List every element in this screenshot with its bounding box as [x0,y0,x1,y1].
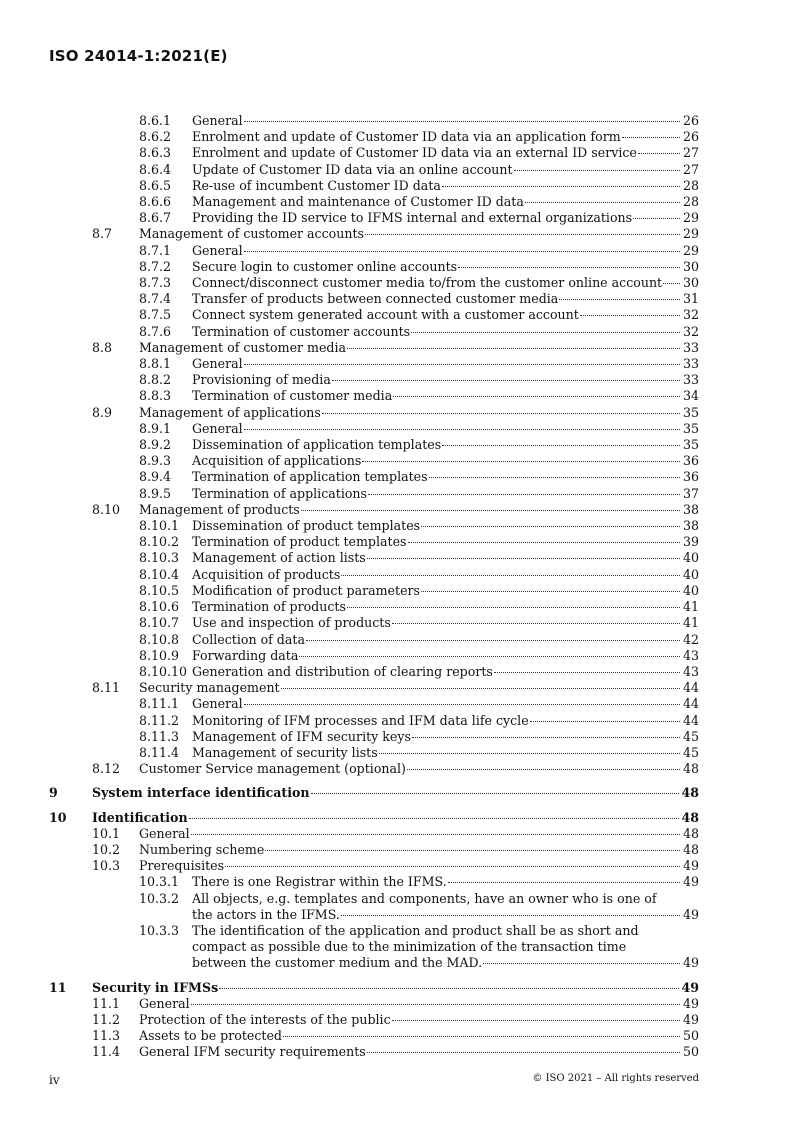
toc-entry-number: 8.10.2 [139,534,180,550]
toc-entry-page: 33 [682,339,699,355]
toc-entry[interactable] [49,388,699,404]
toc-entry-page: 48 [681,785,699,801]
dot-leader [580,315,680,316]
dot-leader [311,793,680,794]
dot-leader [494,672,680,673]
toc-entry-number: 8.7.4 [139,291,172,307]
toc-entry-page: 29 [682,242,699,258]
toc-entry-page: 41 [682,599,699,615]
dot-leader [225,866,680,867]
toc-entry[interactable] [49,502,699,518]
toc-entry-page: 40 [682,566,699,582]
toc-entry[interactable] [49,178,699,194]
toc-entry-title: Generation and distribution of clearing reports [192,663,493,679]
toc-entry[interactable] [49,307,699,323]
toc-entry-page: 40 [682,550,699,566]
toc-entry-page: 28 [682,194,699,210]
toc-entry-title: Management of IFM security keys [192,728,411,744]
toc-entry[interactable] [49,469,699,485]
toc-entry-page: 44 [682,696,699,712]
toc-entry-title: Update of Customer ID data via an online account [192,161,513,177]
dot-leader [281,688,680,689]
toc-entry-page: 26 [682,113,699,128]
dot-leader [514,170,680,171]
toc-entry[interactable] [49,324,699,340]
toc-entry-title: Assets to be protected [139,1028,282,1044]
toc-entry[interactable] [49,210,699,226]
toc-entry-title: Use and inspection of products [192,615,391,631]
toc-entry-title: Termination of product templates [192,534,407,550]
toc-entry-number: 10.3.1 [139,874,180,890]
toc-entry[interactable] [49,745,699,761]
toc-entry-page: 49 [682,955,699,971]
toc-entry-number: 8.12 [92,761,121,777]
toc-entry-page: 48 [682,841,699,857]
toc-entry-title: General [192,113,243,128]
toc-entry-page: 30 [682,275,699,291]
dot-leader [525,202,680,203]
toc-entry-page: 27 [682,161,699,177]
dot-leader [244,429,680,430]
toc-entry[interactable] [49,372,699,388]
toc-entry-page: 38 [682,518,699,534]
toc-entry-number: 10.3 [92,858,121,874]
toc-entry-number: 8.7.6 [139,323,172,339]
toc-entry-number: 11.2 [92,1011,121,1027]
toc-entry-title: General [192,420,243,436]
toc-entry[interactable] [49,243,699,259]
toc-entry[interactable] [49,761,699,777]
toc-entry-number: 10.3.2 [139,890,180,906]
toc-entry-page: 29 [682,226,699,242]
toc-entry-number: 8.10.9 [139,647,180,663]
dot-leader [219,988,679,989]
toc-entry-number: 8.11.4 [139,744,180,760]
dot-leader [458,267,680,268]
page-footer [49,1073,699,1087]
toc-entry-title: Protection of the interests of the public [139,1011,391,1027]
dot-leader [442,186,680,187]
toc-entry-number: 10.2 [92,841,121,857]
toc-entry-number: 8.11.1 [139,696,180,712]
dot-leader [421,591,680,592]
toc-entry-page: 26 [682,129,699,145]
toc-entry[interactable] [49,874,699,890]
toc-entry-page: 49 [682,906,699,922]
toc-entry-title: Acquisition of products [192,566,341,582]
toc-entry-page: 35 [682,437,699,453]
toc-entry-number: 11.1 [92,995,121,1011]
dot-leader [367,558,680,559]
toc-entry-page: 36 [682,453,699,469]
toc-entry-title: Acquisition of applications [192,453,362,469]
dot-leader [347,348,680,349]
toc-entry-title: General [139,825,190,841]
toc-entry[interactable] [49,923,699,972]
toc-entry-page: 50 [682,1028,699,1044]
dot-leader [622,137,680,138]
toc-entry[interactable] [49,599,699,615]
toc-entry-number: 8.8 [92,339,113,355]
toc-entry[interactable] [49,729,699,745]
toc-entry-page: 29 [682,210,699,226]
dot-leader [368,494,680,495]
toc-entry-title: Management of customer accounts [139,226,364,242]
toc-entry-page: 50 [682,1044,699,1060]
dot-leader [306,640,680,641]
toc-entry-number: 11 [49,979,67,995]
toc-entry-title: Forwarding data [192,647,299,663]
dot-leader [633,218,680,219]
toc-entry-number: 8.8.3 [139,388,172,404]
toc-entry-number: 8.6.4 [139,161,172,177]
dot-leader [392,1020,680,1021]
toc-entry-page: 40 [682,582,699,598]
toc-entry-page: 48 [682,825,699,841]
dot-leader [301,510,680,511]
dot-leader [367,1052,680,1053]
toc-entry-title: between the customer medium and the MAD. [192,955,483,971]
dot-leader [379,753,680,754]
toc-entry[interactable] [49,1044,699,1060]
toc-entry[interactable] [49,826,699,842]
toc-entry-page: 35 [682,420,699,436]
toc-entry[interactable] [49,980,699,996]
toc-entry-page: 49 [681,979,699,995]
dot-leader [341,915,680,916]
toc-entry-title: Collection of data [192,631,305,647]
toc-entry-title: Termination of products [192,599,346,615]
dot-leader [244,251,680,252]
toc-entry-page: 28 [682,177,699,193]
dot-leader [421,526,680,527]
toc-entry-number: 8.10.10 [139,663,188,679]
toc-entry-title: Security in IFMSs [92,979,219,995]
dot-leader [530,721,680,722]
toc-entry-page: 49 [682,1011,699,1027]
dot-leader [411,332,680,333]
section-gap [49,972,699,980]
toc-entry-number: 8.11.2 [139,712,180,728]
dot-leader [429,477,680,478]
toc-entry[interactable] [49,996,699,1012]
toc-entry-number: 8.9.1 [139,420,172,436]
toc-entry-page: 41 [682,615,699,631]
dot-leader [322,413,680,414]
toc-entry[interactable] [49,785,699,801]
toc-entry-page: 39 [682,534,699,550]
toc-entry-page: 44 [682,680,699,696]
toc-entry[interactable] [49,518,699,534]
toc-entry-page: 33 [682,372,699,388]
dot-leader [244,364,680,365]
toc-entry-title: All objects, e.g. templates and components, have an owner who is one of [192,890,657,906]
toc-entry-number: 8.8.1 [139,356,172,372]
toc-entry-title: General IFM security requirements [139,1044,366,1060]
toc-entry-number: 8.6.5 [139,177,172,193]
toc-entry-title: Termination of applications [192,485,368,501]
toc-entry-title: Provisioning of media [192,372,331,388]
dot-leader [448,882,680,883]
dot-leader [638,153,680,154]
toc-entry-number: 11.3 [92,1028,121,1044]
toc-entry-title: Re-use of incumbent Customer ID data [192,177,441,193]
toc-entry-title: Security management [139,680,280,696]
toc-entry-title: Providing the ID service to IFMS internal and external organizations [192,210,633,226]
toc-entry[interactable] [49,162,699,178]
toc-entry-page: 49 [682,995,699,1011]
toc-entry-title: Dissemination of application templates [192,437,442,453]
toc-entry-page: 35 [682,404,699,420]
toc-entry-page: 48 [682,761,699,777]
toc-entry[interactable] [49,615,699,631]
toc-entry-title: the actors in the IFMS. [192,906,340,922]
section-gap [49,802,699,810]
toc-entry[interactable] [49,405,699,421]
toc-entry[interactable] [49,550,699,566]
dot-leader [191,834,680,835]
toc-entry-number: 8.6.3 [139,145,172,161]
dot-leader [283,1036,680,1037]
toc-entry-title: Monitoring of IFM processes and IFM data life cycle [192,712,529,728]
toc-entry-title: General [192,696,243,712]
toc-entry-number: 8.7.5 [139,307,172,323]
toc-entry-title: Termination of customer media [192,388,393,404]
dot-leader [265,850,680,851]
toc-entry-number: 8.10.3 [139,550,180,566]
toc-entry-title: Connect/disconnect customer media to/from the customer online account [192,275,663,291]
toc-entry-number: 8.10.7 [139,615,180,631]
toc-entry[interactable] [49,1012,699,1028]
toc-entry[interactable] [49,810,699,826]
dot-leader [362,461,680,462]
toc-entry-number: 8.7 [92,226,113,242]
toc-entry[interactable] [49,648,699,664]
toc-entry-page: 49 [682,874,699,890]
toc-entry-title: Prerequisites [139,858,225,874]
dot-leader [392,623,680,624]
toc-entry-page: 43 [682,647,699,663]
toc-entry-title: Numbering scheme [139,841,265,857]
toc-entry-page: 43 [682,663,699,679]
dot-leader [299,656,680,657]
toc-entry[interactable] [49,842,699,858]
toc-entry[interactable] [49,534,699,550]
toc-entry-number: 10.1 [92,825,121,841]
toc-entry[interactable] [49,356,699,372]
toc-entry[interactable] [49,1028,699,1044]
toc-entry-title: Secure login to customer online accounts [192,258,458,274]
toc-entry-number: 11.4 [92,1044,121,1060]
toc-entry-title: Enrolment and update of Customer ID data via an external ID service [192,145,637,161]
dot-leader [332,380,680,381]
toc-entry-title: Management of customer media [139,339,347,355]
toc-entry[interactable] [49,226,699,242]
toc-entry-number: 9 [49,785,58,801]
toc-entry-number: 8.9 [92,404,113,420]
section-gap [49,777,699,785]
toc-entry-number: 8.6.6 [139,194,172,210]
toc-entry-title: General [192,242,243,258]
toc-entry-page: 49 [682,858,699,874]
toc-entry[interactable] [49,145,699,161]
toc-entry-page: 42 [682,631,699,647]
toc-entry-number: 8.6.2 [139,129,172,145]
toc-entry[interactable] [49,891,699,923]
toc-entry-title: Enrolment and update of Customer ID data via an application form [192,129,621,145]
toc-entry-number: 8.10.4 [139,566,180,582]
toc-entry[interactable] [49,291,699,307]
dot-leader [191,1004,680,1005]
toc-entry-number: 10.3.3 [139,922,180,938]
dot-leader [483,963,680,964]
toc-entry-number: 8.7.1 [139,242,172,258]
toc-entry-title: Termination of customer accounts [192,323,411,339]
toc-entry-number: 8.9.2 [139,437,172,453]
dot-leader [407,769,680,770]
toc-entry[interactable] [49,275,699,291]
toc-entry-number: 8.9.5 [139,485,172,501]
dot-leader [412,737,680,738]
toc-entry-page: 27 [682,145,699,161]
dot-leader [408,542,681,543]
dot-leader [393,396,680,397]
toc-entry-title: Management of products [139,501,300,517]
toc-entry[interactable] [49,713,699,729]
dot-leader [189,818,680,819]
toc-entry-title: Connect system generated account with a customer account [192,307,579,323]
toc-entry-title: Dissemination of product templates [192,518,421,534]
toc-entry[interactable] [49,113,699,129]
toc-entry-title: Customer Service management (optional) [139,761,406,777]
toc-entry-title: compact as possible due to the minimization of the transaction time [192,939,627,955]
toc-entry-page: 32 [682,323,699,339]
toc-entry[interactable] [49,696,699,712]
toc-entry-title: General [192,356,243,372]
toc-entry[interactable] [49,194,699,210]
dot-leader [442,445,680,446]
dot-leader [559,299,680,300]
toc-entry-title: General [139,995,190,1011]
toc-entry-number: 8.7.2 [139,258,172,274]
toc-entry-title: Management and maintenance of Customer ID data [192,194,524,210]
toc-entry[interactable] [49,858,699,874]
toc-entry-title: Modification of product parameters [192,582,421,598]
toc-entry[interactable] [49,259,699,275]
toc-entry-number: 8.10 [92,501,121,517]
toc-entry-title: Identification [92,809,188,825]
dot-leader [347,607,680,608]
toc-entry[interactable] [49,421,699,437]
toc-entry-number: 8.11.3 [139,728,180,744]
toc-entry-page: 32 [682,307,699,323]
page-number: iv [49,1073,60,1087]
toc-entry-title: Management of security lists [192,744,378,760]
toc-entry-number: 10 [49,809,67,825]
toc-entry[interactable] [49,583,699,599]
toc-entry[interactable] [49,632,699,648]
toc-entry-title: Termination of application templates [192,469,428,485]
toc-entry-number: 8.9.4 [139,469,172,485]
toc-entry[interactable] [49,453,699,469]
toc-entry-number: 8.7.3 [139,275,172,291]
toc-entry-page: 33 [682,356,699,372]
toc-entry-title: There is one Registrar within the IFMS. [192,874,447,890]
toc-entry[interactable] [49,340,699,356]
toc-entry[interactable] [49,129,699,145]
toc-entry[interactable] [49,437,699,453]
toc-entry-page: 38 [682,501,699,517]
toc-entry-title: System interface identification [92,785,310,801]
toc-entry-title: The identification of the application and product shall be as short and [192,922,639,938]
toc-entry-page: 44 [682,712,699,728]
toc-entry-page: 31 [682,291,699,307]
toc-entry-number: 8.6.7 [139,210,172,226]
copyright-notice: © ISO 2021 – All rights reserved [532,1073,699,1084]
toc-entry-number: 8.10.1 [139,518,180,534]
toc-entry[interactable] [49,486,699,502]
toc-entry-number: 8.10.8 [139,631,180,647]
toc-entry-page: 34 [682,388,699,404]
toc-entry-title: Management of action lists [192,550,366,566]
toc-entry-page: 45 [682,744,699,760]
document-header: ISO 24014-1:2021(E) [49,47,228,65]
toc-entry-title: Transfer of products between connected customer media [192,291,559,307]
toc-entry-page: 36 [682,469,699,485]
toc-entry[interactable] [49,680,699,696]
toc-entry-page: 45 [682,728,699,744]
toc-entry-number: 8.11 [92,680,121,696]
toc-entry-number: 8.8.2 [139,372,172,388]
toc-entry-number: 8.9.3 [139,453,172,469]
toc-entry[interactable] [49,567,699,583]
dot-leader [244,704,680,705]
toc-entry-page: 48 [681,809,699,825]
dot-leader [341,575,680,576]
toc-entry-number: 8.10.6 [139,599,180,615]
toc-entry-number: 8.6.1 [139,113,172,128]
toc-entry-page: 37 [682,485,699,501]
dot-leader [663,283,680,284]
toc-entry-title: Management of applications [139,404,321,420]
toc-entry-page: 30 [682,258,699,274]
dot-leader [244,121,680,122]
table-of-contents [49,113,699,1061]
toc-entry[interactable] [49,664,699,680]
toc-entry-number: 8.10.5 [139,582,180,598]
dot-leader [365,234,680,235]
